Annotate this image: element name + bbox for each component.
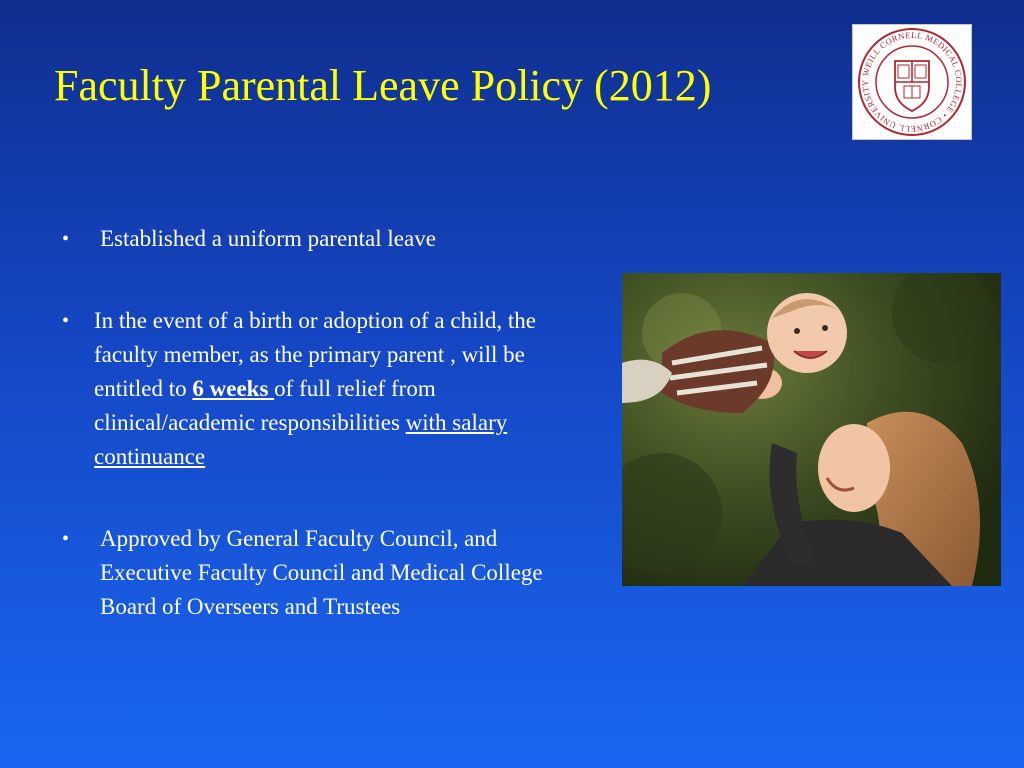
mother-and-baby-photo [622, 273, 1001, 586]
salary-continuance-text: with salary continuance [94, 410, 508, 469]
svg-text:WEILL CORNELL MEDICAL COLLEGE: WEILL CORNELL MEDICAL COLLEGE • CORNELL UNIVERSITY [859, 29, 965, 135]
slide-title: Faculty Parental Leave Policy (2012) [54, 61, 712, 110]
six-weeks-text: 6 weeks [192, 376, 269, 401]
bullet-leave-terms: • In the event of a birth or adoption of a child, the faculty member, as the primary parent , will be entitled to 6 weeks of full relief from clinical/academic responsibilities with salary continuance [60, 304, 590, 474]
bullet-list [60, 222, 590, 624]
college-seal-logo [852, 24, 972, 140]
seal-icon [853, 25, 971, 139]
bullet-approved: • Approved by General Faculty Council, and Executive Faculty Council and Medical College Board of Overseers and Trustees [60, 522, 590, 624]
bullet-established: • Established a uniform parental leave [60, 222, 590, 256]
